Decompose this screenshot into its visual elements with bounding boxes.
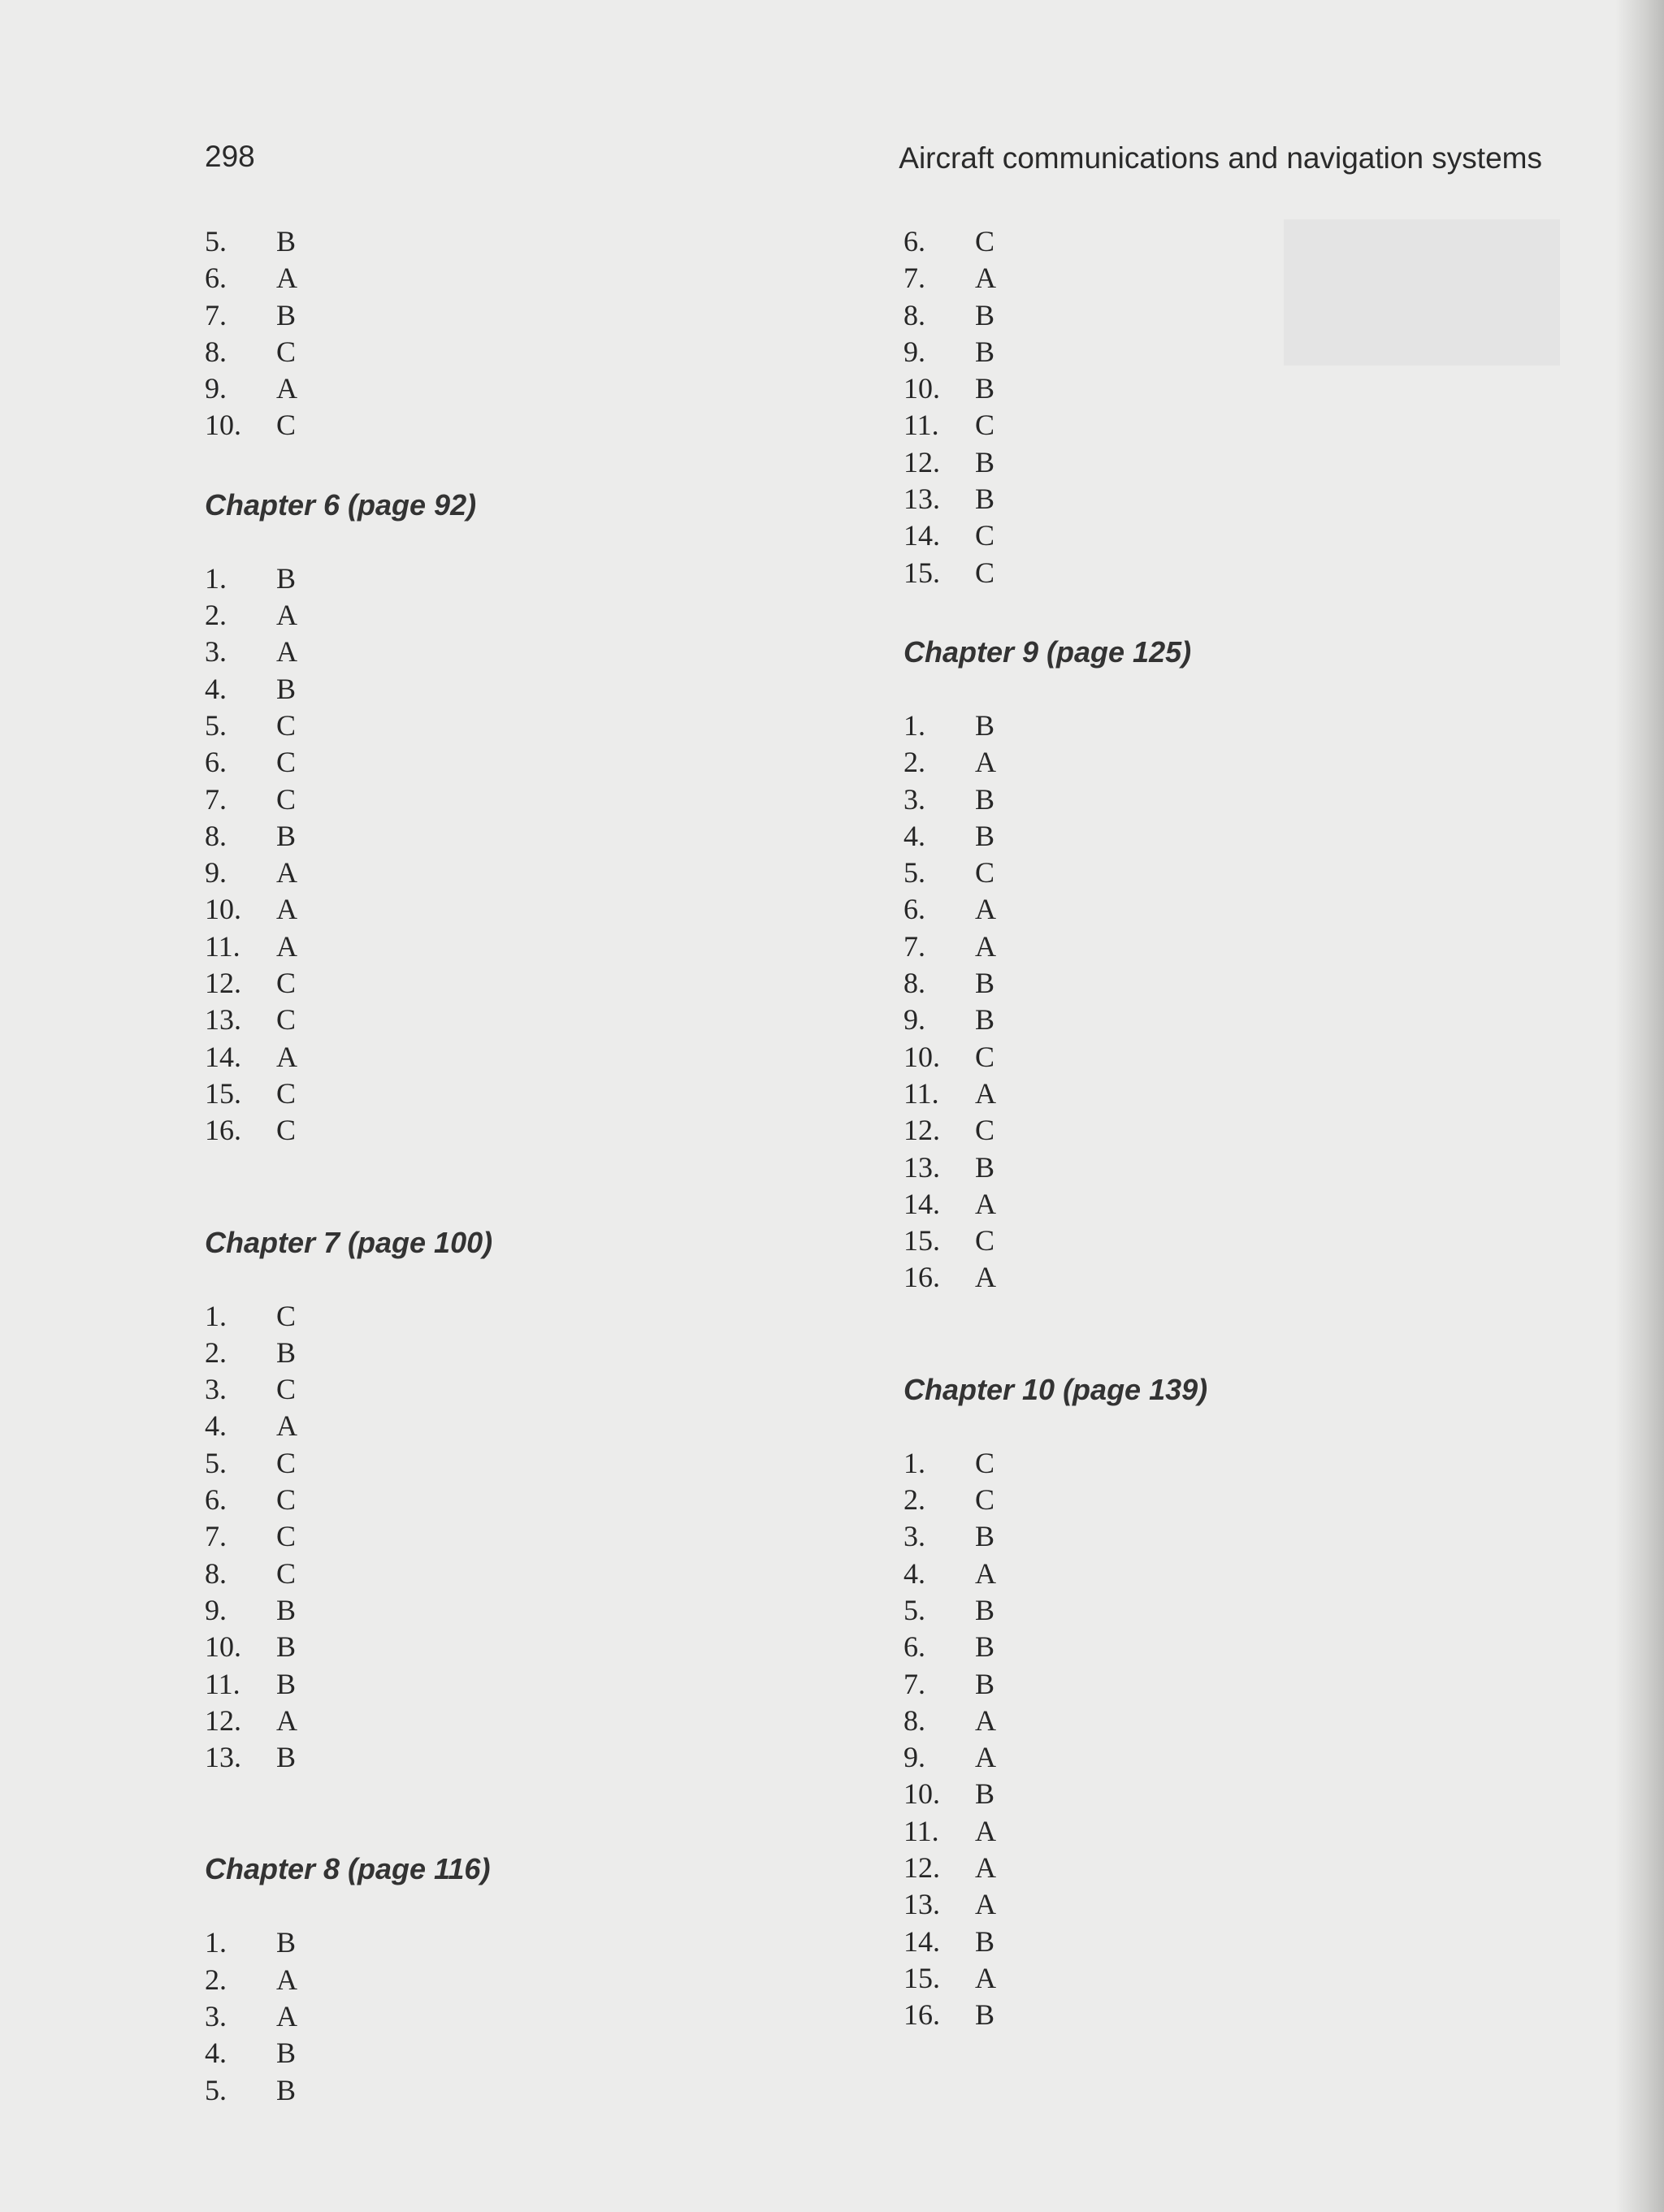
answer-letter: B bbox=[975, 1150, 995, 1184]
answer-letter: C bbox=[276, 1299, 297, 1332]
answer-letter: A bbox=[975, 1703, 996, 1737]
spacer bbox=[205, 1887, 774, 1924]
answer-letter: A bbox=[276, 856, 297, 890]
answer-row bbox=[205, 671, 774, 708]
answer-letter: A bbox=[276, 635, 297, 669]
answer-row bbox=[904, 1112, 1472, 1149]
answer-row bbox=[904, 260, 1472, 297]
answer-row bbox=[205, 1298, 774, 1335]
question-number: 11. bbox=[205, 1667, 240, 1700]
answer-letter: B bbox=[975, 445, 995, 478]
answer-letter: B bbox=[975, 1520, 995, 1553]
question-number: 4. bbox=[904, 819, 925, 852]
answer-row bbox=[904, 708, 1472, 744]
question-number: 13. bbox=[205, 1003, 241, 1037]
answer-row bbox=[205, 1371, 774, 1408]
answer-row bbox=[205, 1408, 774, 1444]
question-number: 7. bbox=[904, 1667, 925, 1700]
answer-row bbox=[904, 1592, 1472, 1629]
question-number: 14. bbox=[904, 1924, 940, 1958]
answer-letter: A bbox=[975, 1961, 996, 1994]
chapter-heading: Chapter 7 (page 100) bbox=[205, 1225, 493, 1259]
answer-row bbox=[904, 1149, 1472, 1186]
answer-row bbox=[205, 561, 774, 597]
answer-row bbox=[904, 1445, 1472, 1482]
spacer bbox=[205, 1261, 774, 1298]
answer-row bbox=[904, 1960, 1472, 1997]
answer-row bbox=[205, 260, 774, 297]
answer-letter: A bbox=[975, 746, 996, 779]
answer-letter: C bbox=[276, 1003, 297, 1037]
answer-row bbox=[904, 1703, 1472, 1739]
answer-row bbox=[205, 1739, 774, 1776]
question-number: 3. bbox=[904, 1520, 925, 1553]
question-number: 8. bbox=[205, 335, 227, 368]
answer-row bbox=[904, 1259, 1472, 1296]
answer-letter: B bbox=[975, 1593, 995, 1626]
left-answer-column bbox=[205, 223, 774, 2109]
answer-row bbox=[904, 891, 1472, 928]
answer-row bbox=[904, 1039, 1472, 1076]
answer-row bbox=[904, 517, 1472, 554]
question-number: 3. bbox=[205, 635, 227, 669]
answer-letter: A bbox=[975, 1851, 996, 1884]
answer-row bbox=[904, 1997, 1472, 2033]
answer-letter: A bbox=[276, 929, 297, 963]
answer-row bbox=[904, 1482, 1472, 1518]
question-number: 5. bbox=[205, 2073, 227, 2106]
question-number: 9. bbox=[205, 1593, 227, 1626]
answer-row bbox=[904, 1850, 1472, 1886]
question-number: 5. bbox=[205, 708, 227, 742]
answer-row bbox=[904, 744, 1472, 781]
answer-letter: A bbox=[975, 262, 996, 295]
question-number: 9. bbox=[205, 856, 227, 890]
answer-row bbox=[205, 891, 774, 928]
answer-row bbox=[205, 781, 774, 818]
answer-letter: B bbox=[276, 561, 297, 595]
question-number: 9. bbox=[904, 335, 925, 368]
question-number: 14. bbox=[904, 519, 940, 552]
answer-row bbox=[205, 1703, 774, 1739]
answer-letter: C bbox=[975, 519, 995, 552]
answer-row bbox=[205, 818, 774, 855]
running-header-title: Aircraft communications and navigation systems bbox=[899, 141, 1542, 175]
question-number: 15. bbox=[205, 1076, 241, 1110]
answer-row bbox=[904, 965, 1472, 1002]
answer-letter: B bbox=[276, 2037, 297, 2070]
answer-letter: C bbox=[276, 409, 297, 442]
spacer bbox=[904, 1408, 1472, 1445]
question-number: 5. bbox=[904, 1593, 925, 1626]
answer-row bbox=[205, 597, 774, 634]
answer-letter: A bbox=[276, 1040, 297, 1073]
answer-letter: C bbox=[975, 225, 995, 258]
chapter-heading: Chapter 10 (page 139) bbox=[904, 1372, 1208, 1406]
answer-letter: B bbox=[276, 819, 297, 852]
answer-letter: A bbox=[276, 1999, 297, 2032]
answer-row bbox=[904, 855, 1472, 891]
answer-row bbox=[205, 1445, 774, 1482]
answer-letter: A bbox=[975, 1888, 996, 1921]
question-number: 1. bbox=[205, 1299, 227, 1332]
question-number: 14. bbox=[904, 1187, 940, 1220]
answer-letter: B bbox=[975, 967, 995, 1000]
question-number: 11. bbox=[904, 1814, 939, 1847]
question-number: 1. bbox=[904, 708, 925, 742]
answer-row bbox=[904, 1813, 1472, 1850]
answer-row bbox=[904, 1518, 1472, 1555]
answer-letter: A bbox=[975, 1261, 996, 1294]
spacer bbox=[205, 1149, 774, 1224]
question-number: 12. bbox=[904, 1851, 940, 1884]
answer-row bbox=[205, 1592, 774, 1629]
spacer bbox=[205, 1776, 774, 1851]
question-number: 3. bbox=[904, 782, 925, 816]
question-number: 13. bbox=[904, 1888, 940, 1921]
question-number: 10. bbox=[904, 372, 940, 405]
answer-letter: A bbox=[276, 372, 297, 405]
question-number: 11. bbox=[205, 929, 240, 963]
answer-row bbox=[904, 1556, 1472, 1592]
answer-letter: B bbox=[975, 298, 995, 331]
question-number: 10. bbox=[904, 1040, 940, 1073]
answer-letter: A bbox=[975, 1741, 996, 1774]
answer-row bbox=[904, 407, 1472, 444]
page-number: 298 bbox=[205, 140, 255, 173]
answer-letter: C bbox=[975, 409, 995, 442]
answer-row bbox=[205, 1335, 774, 1371]
question-number: 6. bbox=[904, 1630, 925, 1664]
answer-letter: B bbox=[276, 2073, 297, 2106]
spacer bbox=[904, 591, 1472, 634]
question-number: 7. bbox=[205, 298, 227, 331]
spacer bbox=[904, 1296, 1472, 1371]
answer-row bbox=[904, 1223, 1472, 1259]
answer-letter: B bbox=[276, 225, 297, 258]
answer-letter: B bbox=[975, 819, 995, 852]
answer-row bbox=[904, 297, 1472, 334]
right-answer-column bbox=[904, 223, 1472, 2033]
answer-row bbox=[904, 1076, 1472, 1112]
question-number: 8. bbox=[904, 967, 925, 1000]
question-number: 11. bbox=[904, 1076, 939, 1110]
question-number: 4. bbox=[205, 672, 227, 705]
answer-letter: B bbox=[975, 1998, 995, 2032]
question-number: 3. bbox=[205, 1373, 227, 1406]
answer-letter: C bbox=[276, 1076, 297, 1110]
question-number: 16. bbox=[904, 1261, 940, 1294]
answer-letter: C bbox=[276, 708, 297, 742]
answer-row bbox=[904, 818, 1472, 855]
chapter-heading: Chapter 6 (page 92) bbox=[205, 487, 477, 522]
answer-row bbox=[205, 223, 774, 260]
answer-row bbox=[205, 334, 774, 370]
question-number: 12. bbox=[205, 1703, 241, 1737]
answer-row bbox=[904, 1924, 1472, 1960]
answer-row bbox=[205, 407, 774, 444]
answer-row bbox=[904, 1629, 1472, 1665]
answer-row bbox=[205, 297, 774, 334]
answer-letter: A bbox=[975, 1556, 996, 1590]
question-number: 4. bbox=[205, 1409, 227, 1443]
answer-letter: B bbox=[975, 1630, 995, 1664]
answer-row bbox=[904, 1739, 1472, 1776]
answer-letter: C bbox=[276, 335, 297, 368]
answer-row bbox=[904, 223, 1472, 260]
question-number: 4. bbox=[904, 1556, 925, 1590]
answer-letter: A bbox=[276, 262, 297, 295]
answer-row bbox=[904, 370, 1472, 407]
answer-row bbox=[205, 1112, 774, 1149]
question-number: 7. bbox=[904, 262, 925, 295]
question-number: 8. bbox=[205, 819, 227, 852]
question-number: 8. bbox=[205, 1556, 227, 1590]
answer-letter: B bbox=[975, 483, 995, 516]
answer-row bbox=[205, 634, 774, 670]
answer-row bbox=[205, 1482, 774, 1518]
question-number: 10. bbox=[205, 1630, 241, 1664]
question-number: 5. bbox=[205, 225, 227, 258]
question-number: 6. bbox=[904, 893, 925, 926]
question-number: 12. bbox=[205, 967, 241, 1000]
spacer bbox=[205, 444, 774, 487]
question-number: 4. bbox=[205, 2037, 227, 2070]
question-number: 2. bbox=[205, 1335, 227, 1369]
page-edge-shadow bbox=[1615, 0, 1664, 2212]
answer-row bbox=[904, 1886, 1472, 1923]
question-number: 13. bbox=[904, 1150, 940, 1184]
answer-letter: B bbox=[276, 672, 297, 705]
question-number: 7. bbox=[904, 929, 925, 963]
question-number: 2. bbox=[904, 1483, 925, 1517]
answer-row bbox=[205, 1076, 774, 1112]
answer-letter: A bbox=[276, 599, 297, 632]
spacer bbox=[205, 523, 774, 561]
answer-letter: A bbox=[975, 1187, 996, 1220]
answer-row bbox=[205, 855, 774, 891]
answer-letter: B bbox=[975, 1003, 995, 1037]
question-number: 7. bbox=[205, 1520, 227, 1553]
answer-row bbox=[904, 1186, 1472, 1223]
answer-row bbox=[904, 781, 1472, 818]
answer-letter: C bbox=[276, 1114, 297, 1147]
question-number: 1. bbox=[205, 1926, 227, 1959]
question-number: 11. bbox=[904, 409, 939, 442]
question-number: 15. bbox=[904, 556, 940, 589]
question-number: 13. bbox=[205, 1741, 241, 1774]
answer-row bbox=[904, 555, 1472, 591]
answer-letter: C bbox=[975, 1114, 995, 1147]
answer-row bbox=[904, 1002, 1472, 1038]
answer-letter: C bbox=[276, 746, 297, 779]
answer-row bbox=[205, 1002, 774, 1038]
question-number: 9. bbox=[904, 1741, 925, 1774]
answer-letter: B bbox=[975, 708, 995, 742]
question-number: 3. bbox=[205, 1999, 227, 2032]
answer-letter: C bbox=[276, 1483, 297, 1517]
answer-letter: B bbox=[975, 335, 995, 368]
question-number: 2. bbox=[205, 1963, 227, 1996]
question-number: 6. bbox=[205, 746, 227, 779]
answer-letter: C bbox=[975, 1446, 995, 1479]
question-number: 12. bbox=[904, 1114, 940, 1147]
answer-letter: B bbox=[975, 782, 995, 816]
question-number: 8. bbox=[904, 1703, 925, 1737]
question-number: 8. bbox=[904, 298, 925, 331]
answer-row bbox=[205, 929, 774, 965]
question-number: 15. bbox=[904, 1961, 940, 1994]
answer-letter: A bbox=[276, 1703, 297, 1737]
spacer bbox=[904, 670, 1472, 708]
answer-letter: B bbox=[276, 1593, 297, 1626]
answer-row bbox=[205, 1518, 774, 1555]
answer-letter: C bbox=[975, 856, 995, 890]
question-number: 10. bbox=[205, 893, 241, 926]
answer-letter: B bbox=[975, 1667, 995, 1700]
question-number: 13. bbox=[904, 483, 940, 516]
answer-letter: B bbox=[975, 372, 995, 405]
answer-row bbox=[205, 2072, 774, 2109]
question-number: 5. bbox=[904, 856, 925, 890]
answer-letter: A bbox=[975, 893, 996, 926]
answer-row bbox=[904, 334, 1472, 370]
answer-row bbox=[904, 1776, 1472, 1812]
answer-letter: C bbox=[276, 967, 297, 1000]
answer-letter: C bbox=[276, 1373, 297, 1406]
answer-row bbox=[205, 1924, 774, 1961]
question-number: 14. bbox=[205, 1040, 241, 1073]
answer-row bbox=[205, 2035, 774, 2071]
answer-row bbox=[205, 1556, 774, 1592]
question-number: 5. bbox=[205, 1446, 227, 1479]
answer-letter: B bbox=[276, 1741, 297, 1774]
question-number: 16. bbox=[904, 1998, 940, 2032]
answer-letter: C bbox=[276, 1446, 297, 1479]
answer-row bbox=[205, 744, 774, 781]
question-number: 6. bbox=[205, 262, 227, 295]
question-number: 9. bbox=[205, 372, 227, 405]
answer-letter: C bbox=[975, 556, 995, 589]
answer-row bbox=[205, 1039, 774, 1076]
question-number: 2. bbox=[904, 746, 925, 779]
answer-letter: B bbox=[975, 1924, 995, 1958]
question-number: 10. bbox=[904, 1777, 940, 1811]
answer-row bbox=[205, 965, 774, 1002]
question-number: 6. bbox=[904, 225, 925, 258]
chapter-heading: Chapter 8 (page 116) bbox=[205, 1852, 491, 1886]
answer-letter: B bbox=[276, 1335, 297, 1369]
answer-letter: A bbox=[276, 893, 297, 926]
question-number: 7. bbox=[205, 782, 227, 816]
question-number: 1. bbox=[904, 1446, 925, 1479]
answer-row bbox=[904, 1666, 1472, 1703]
answer-letter: C bbox=[276, 782, 297, 816]
answer-letter: A bbox=[975, 1814, 996, 1847]
question-number: 16. bbox=[205, 1114, 241, 1147]
answer-row bbox=[205, 708, 774, 744]
answer-letter: A bbox=[276, 1409, 297, 1443]
answer-letter: B bbox=[276, 1667, 297, 1700]
answer-letter: C bbox=[975, 1224, 995, 1258]
question-number: 2. bbox=[205, 599, 227, 632]
answer-row bbox=[904, 481, 1472, 517]
answer-row bbox=[205, 1962, 774, 1998]
answer-letter: B bbox=[276, 1926, 297, 1959]
answer-letter: B bbox=[276, 298, 297, 331]
answer-letter: A bbox=[276, 1963, 297, 1996]
answer-letter: B bbox=[276, 1630, 297, 1664]
answer-letter: C bbox=[975, 1040, 995, 1073]
answer-letter: A bbox=[975, 929, 996, 963]
question-number: 6. bbox=[205, 1483, 227, 1517]
answer-letter: A bbox=[975, 1076, 996, 1110]
question-number: 1. bbox=[205, 561, 227, 595]
answer-row bbox=[205, 1629, 774, 1665]
answer-row bbox=[904, 444, 1472, 481]
answer-row bbox=[205, 370, 774, 407]
answer-letter: C bbox=[276, 1556, 297, 1590]
chapter-heading: Chapter 9 (page 125) bbox=[904, 634, 1192, 669]
question-number: 10. bbox=[205, 409, 241, 442]
question-number: 15. bbox=[904, 1224, 940, 1258]
answer-row bbox=[904, 929, 1472, 965]
answer-letter: B bbox=[975, 1777, 995, 1811]
answer-row bbox=[205, 1666, 774, 1703]
question-number: 9. bbox=[904, 1003, 925, 1037]
answer-letter: C bbox=[975, 1483, 995, 1517]
answer-letter: C bbox=[276, 1520, 297, 1553]
answer-row bbox=[205, 1998, 774, 2035]
question-number: 12. bbox=[904, 445, 940, 478]
